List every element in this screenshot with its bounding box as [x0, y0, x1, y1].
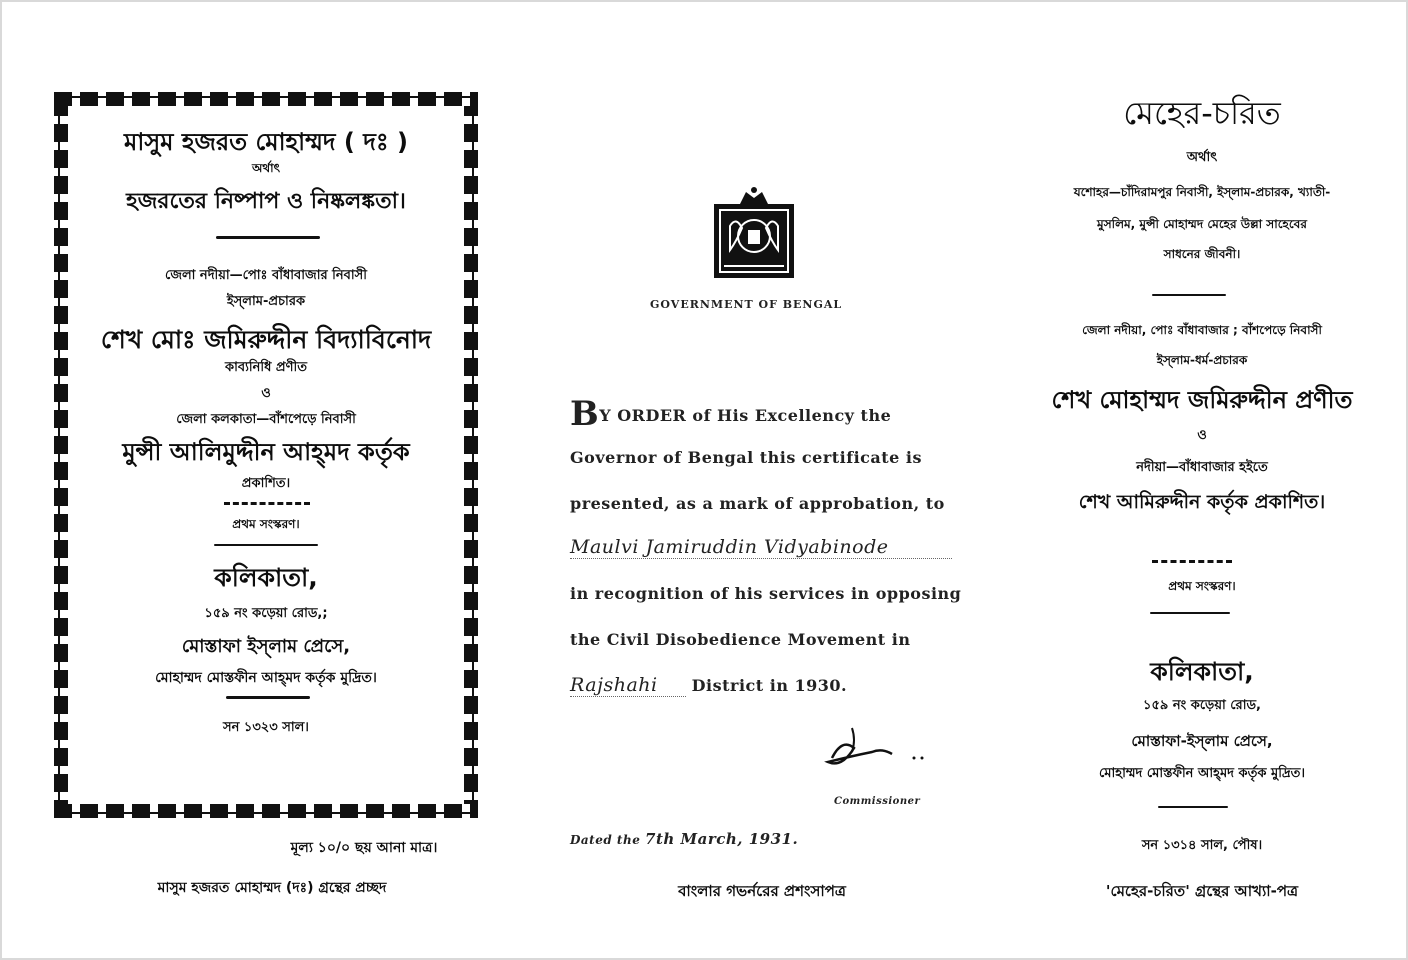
author-name: শেখ মোহাম্মদ জমিরুদ্দীন প্রণীত [1051, 386, 1353, 414]
conjunction: ও [1197, 428, 1207, 443]
royal-coat-of-arms-icon [710, 186, 798, 282]
author-residence: জেলা নদীয়া—পোঃ বাঁধাবাজার নিবাসী [165, 268, 367, 283]
arthat-label: অর্থাৎ [251, 161, 281, 175]
divider [216, 236, 320, 239]
signer-title: Commissioner [834, 796, 921, 807]
order-line-3: presented, as a mark of approbation, to [570, 494, 945, 513]
edition-label: প্রথম সংস্করণ। [1168, 579, 1236, 593]
order-line-6 [570, 674, 960, 696]
conjunction: ও [261, 386, 271, 401]
title-page-content [64, 102, 468, 808]
city-name: কলিকাতা, [1150, 657, 1254, 686]
order-text-1: Y ORDER of His Excellency the [599, 406, 892, 425]
order-line-1 [570, 394, 960, 434]
order-line-2: Governor of Bengal this certificate is [570, 448, 923, 467]
recipient-name: Maulvi Jamiruddin Vidyabinode [570, 536, 952, 559]
press-address: ১৫৯ নং কড়েয়া রোড,; [204, 606, 328, 621]
author-credit: কাব্যনিধি প্রণীত [225, 360, 307, 375]
city-name: কলিকাতা, [214, 563, 318, 592]
printer-credit: মোহাম্মদ মোস্তফীন আহ্‌মদ কর্তৃক মুদ্রিত। [1098, 766, 1305, 781]
drop-cap: B [570, 394, 600, 434]
divider [1158, 806, 1228, 808]
divider [214, 544, 318, 546]
author-role: ইস্‌লাম-প্রচারক [226, 294, 306, 309]
author-residence: জেলা নদীয়া, পোঃ বাঁধাবাজার ; বাঁশপেড়ে নিবাসী [1082, 323, 1322, 337]
published-label: প্রকাশিত। [241, 476, 291, 491]
publication-year: সন ১৩১৪ সাল, পৌষ। [1141, 838, 1263, 853]
district-year: District in 1930. [691, 676, 848, 695]
government-heading: GOVERNMENT OF BENGAL [650, 298, 843, 311]
author-role: ইস্‌লাম-ধর্ম-প্রচারক [1156, 353, 1248, 367]
publisher-residence: নদীয়া—বাঁধাবাজার হইতে [1136, 460, 1268, 475]
dated-label: Dated the [570, 833, 641, 847]
book-title: মেহের-চরিত [1123, 94, 1281, 132]
book-subtitle: হজরতের নিষ্পাপ ও নিষ্কলঙ্কতা। [126, 189, 406, 214]
description-line-3: সাধনের জীবনী। [1163, 247, 1241, 261]
press-name: মোস্তাফা ইস্‌লাম প্রেসে, [181, 636, 351, 657]
author-name: শেখ মোঃ জমিরুদ্দীন বিদ্যাবিনোদ [100, 325, 432, 354]
order-line-4: in recognition of his services in opposing [570, 584, 962, 603]
title-page-masum [40, 78, 492, 832]
signature-icon [812, 718, 932, 778]
dated-value: 7th March, 1931. [645, 830, 799, 848]
arthat-label: অর্থাৎ [1186, 150, 1218, 165]
press-address: ১৫৯ নং কড়েয়া রোড, [1143, 698, 1261, 713]
middle-caption: বাংলার গভর্নরের প্রশংসাপত্র [678, 882, 846, 900]
divider [1152, 294, 1226, 296]
divider [1150, 612, 1230, 614]
divider [224, 502, 310, 505]
left-caption: মাসুম হজরত মোহাম্মদ (দঃ) গ্রন্থের প্রচ্ছদ [157, 880, 387, 896]
government-certificate [562, 178, 962, 898]
divider [226, 696, 310, 699]
district-name: Rajshahi [570, 674, 686, 697]
divider [1152, 560, 1232, 563]
book-title: মাসুম হজরত মোহাম্মদ ( দঃ ) [124, 128, 408, 156]
edition-label: প্রথম সংস্করণ। [232, 517, 300, 531]
printer-credit: মোহাম্মদ মোস্তফীন আহ্‌মদ কর্তৃক মুদ্রিত। [155, 670, 377, 686]
title-page-meher-charit [1002, 82, 1402, 922]
dated-line [570, 830, 960, 848]
publisher-name: শেখ আমিরুদ্দীন কর্তৃক প্রকাশিত। [1078, 491, 1326, 513]
press-name: মোস্তাফা-ইস্‌লাম প্রেসে, [1131, 732, 1273, 750]
publisher-name: মুন্সী আলিমুদ্দীন আহ্‌মদ কর্তৃক [122, 438, 410, 466]
right-caption: 'মেহের-চরিত' গ্রন্থের আখ্যা-পত্র [1105, 882, 1299, 900]
publication-year: সন ১৩২৩ সাল। [223, 720, 309, 735]
description-line-1: যশোহর—চাঁদিরামপুর নিবাসী, ইস্‌লাম-প্রচারক, খ্যাতী- [1073, 185, 1331, 199]
description-line-2: মুসলিম, মুন্সী মোহাম্মদ মেহের উল্লা সাহেবের [1097, 217, 1307, 231]
price-line: মূল্য ১০/০ ছয় আনা মাত্র। [290, 840, 438, 856]
order-line-5: the Civil Disobedience Movement in [570, 630, 911, 649]
publisher-residence: জেলা কলকাতা—বাঁশপেড়ে নিবাসী [176, 412, 356, 427]
